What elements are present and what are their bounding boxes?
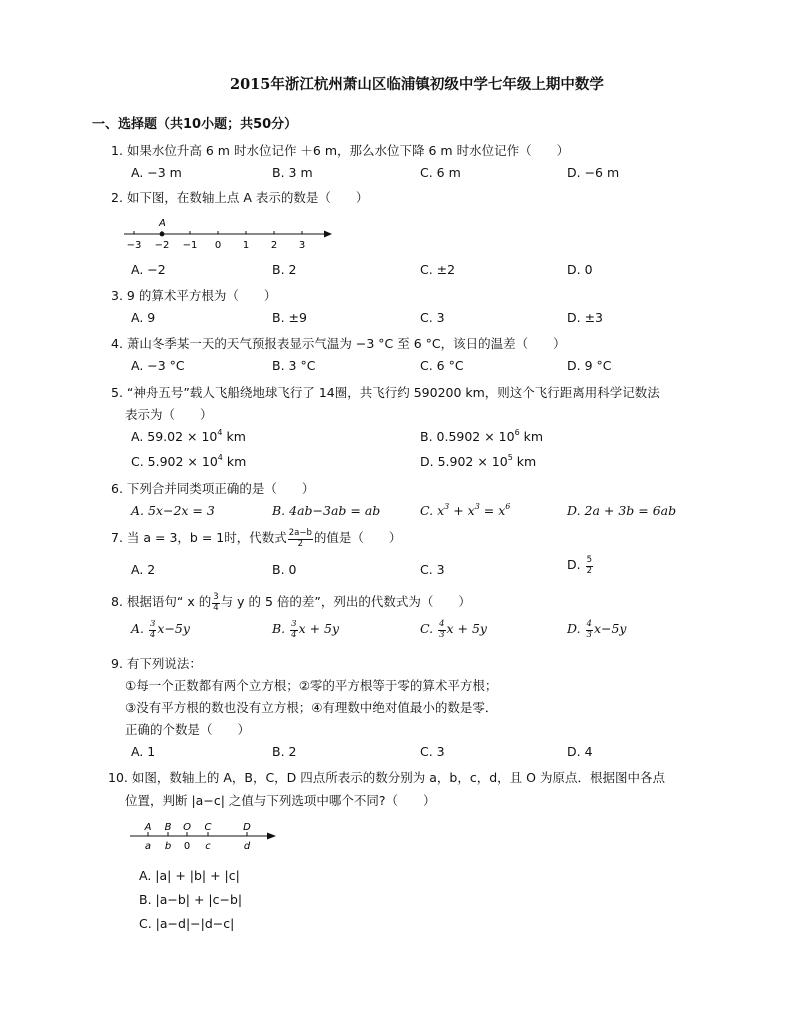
q3-option-a[interactable]: A. 9	[131, 310, 156, 325]
q8-option-d[interactable]: D. $\frac{4}{3}$ x−5y	[567, 619, 627, 640]
q9-option-a[interactable]: A. 1	[131, 744, 156, 759]
axis-tick-label: 2	[270, 240, 278, 251]
q1-option-c[interactable]: C. 6 m	[420, 165, 461, 180]
question-3-stem: 3. 9 的算术平方根为（ ）	[111, 288, 277, 303]
axis-tick-label: −2	[154, 240, 170, 251]
q1-option-d[interactable]: D. −6 m	[567, 165, 620, 180]
q9-option-c[interactable]: C. 3	[420, 744, 445, 759]
q6-option-b[interactable]: B. 4ab−3ab = ab	[272, 503, 381, 518]
axis-value-label: b	[164, 841, 172, 852]
q2-option-b[interactable]: B. 2	[272, 262, 297, 277]
q7-option-a[interactable]: A. 2	[131, 562, 156, 577]
point-a-label: A	[159, 218, 166, 229]
q5-option-a[interactable]: A. $59.02 \times 10^4$ km	[131, 428, 246, 444]
question-6-stem: 6. 下列合并同类项正确的是（ ）	[111, 481, 315, 496]
point-a-dot	[160, 232, 165, 237]
expression-fraction: $\frac{2a-b}{2}$	[288, 528, 312, 549]
page-title: 2015年浙江杭州萧山区临浦镇初级中学七年级上期中数学	[230, 76, 604, 93]
question-7-stem: 7. 当 a = 3，b = 1时，代数式 $\frac{2a-b}{2}$ 的值是（ ）	[111, 528, 402, 549]
q1-option-a[interactable]: A. −3 m	[131, 165, 182, 180]
q6-option-d[interactable]: D. 2a + 3b = 6ab	[567, 503, 677, 518]
q7-option-b[interactable]: B. 0	[272, 562, 297, 577]
q4-option-d[interactable]: D. 9 °C	[567, 358, 612, 373]
q9-option-d[interactable]: D. 4	[567, 744, 593, 759]
section-heading: 一、选择题（共10小题；共50分）	[92, 117, 298, 132]
axis-tick-label: 0	[214, 240, 222, 251]
q5-option-c[interactable]: C. $5.902 \times 10^4$ km	[131, 453, 247, 469]
question-10-stem-line2: 位置，判断 |a−c| 之值与下列选项中哪个不同?（ ）	[125, 793, 436, 808]
q3-option-b[interactable]: B. ±9	[272, 310, 307, 325]
q8-option-c[interactable]: C. $\frac{4}{3}$ x + 5y	[420, 619, 487, 640]
axis-tick-label: 1	[242, 240, 250, 251]
q5-option-b[interactable]: B. $0.5902 \times 10^6$ km	[420, 428, 544, 444]
axis-point-label: C	[204, 822, 212, 833]
question-5-stem-line2: 表示为（ ）	[125, 407, 213, 422]
q2-option-a[interactable]: A. −2	[131, 262, 166, 277]
q3-option-d[interactable]: D. ±3	[567, 310, 603, 325]
q9-statement-line1: ①每一个正数都有两个立方根；②零的平方根等于零的算术平方根；	[125, 678, 498, 693]
q10-option-a[interactable]: A. |a| + |b| + |c|	[139, 868, 240, 883]
number-line-figure-q2	[118, 212, 338, 254]
number-line-figure-q10	[126, 818, 286, 854]
q7-option-c[interactable]: C. 3	[420, 562, 445, 577]
axis-point-label: B	[164, 822, 172, 833]
q9-option-b[interactable]: B. 2	[272, 744, 297, 759]
axis-value-label: 0	[183, 841, 191, 852]
q5-option-d[interactable]: D. $5.902 \times 10^5$ km	[420, 453, 537, 469]
q2-option-d[interactable]: D. 0	[567, 262, 593, 277]
q9-question-line: 正确的个数是（ ）	[125, 722, 251, 737]
axis-tick-label: 3	[298, 240, 306, 251]
axis-point-label: A	[144, 822, 152, 833]
q4-option-a[interactable]: A. −3 °C	[131, 358, 185, 373]
axis-tick-label: −3	[126, 240, 142, 251]
q4-option-b[interactable]: B. 3 °C	[272, 358, 316, 373]
q4-option-c[interactable]: C. 6 °C	[420, 358, 464, 373]
axis-value-label: a	[144, 841, 152, 852]
q10-option-c[interactable]: C. |a−d|−|d−c|	[139, 916, 235, 931]
question-8-stem: 8. 根据语句“ x 的 $\frac{3}{4}$ 与 y 的 5 倍的差”，列出的代数式为（ ）	[111, 592, 471, 613]
question-5-stem-line1: 5. “神舟五号”载人飞船绕地球飞行了 14圈，共飞行约 590200 km，则这个飞行距离用科学记数法	[111, 385, 660, 400]
axis-value-label: c	[205, 841, 211, 852]
q6-option-a[interactable]: A. 5x−2x = 3	[131, 503, 215, 518]
question-4-stem: 4. 萧山冬季某一天的天气预报表显示气温为 −3 °C 至 6 °C，该日的温差（ ）	[111, 336, 566, 351]
q8-option-a[interactable]: A. $\frac{3}{4}$ x−5y	[131, 619, 190, 640]
axis-value-label: d	[243, 841, 251, 852]
axis-point-label: O	[183, 822, 191, 833]
question-2-stem: 2. 如下图，在数轴上点 A 表示的数是（ ）	[111, 190, 369, 205]
q2-option-c[interactable]: C. ±2	[420, 262, 456, 277]
q8-option-b[interactable]: B. $\frac{3}{4}$ x + 5y	[272, 619, 340, 640]
q6-option-c[interactable]: C. $x^3 + x^3 = x^6$	[420, 502, 511, 518]
question-9-stem: 9. 有下列说法：	[111, 656, 202, 671]
q7-option-d[interactable]: D. $\frac{5}{2}$	[567, 555, 592, 576]
question-10-stem-line1: 10. 如图，数轴上的 A，B，C，D 四点所表示的数分别为 a，b，c，d，且 O 为原点．根据图中各点	[108, 770, 665, 785]
q9-statement-line2: ③没有平方根的数也没有立方根；④有理数中绝对值最小的数是零．	[125, 700, 498, 715]
question-1-stem: 1. 如果水位升高 6 m 时水位记作 ＋6 m，那么水位下降 6 m 时水位记作（ ）	[111, 143, 570, 158]
q3-option-c[interactable]: C. 3	[420, 310, 445, 325]
q1-option-b[interactable]: B. 3 m	[272, 165, 313, 180]
axis-point-label: D	[243, 822, 251, 833]
q10-option-b[interactable]: B. |a−b| + |c−b|	[139, 892, 243, 907]
axis-tick-label: −1	[182, 240, 198, 251]
